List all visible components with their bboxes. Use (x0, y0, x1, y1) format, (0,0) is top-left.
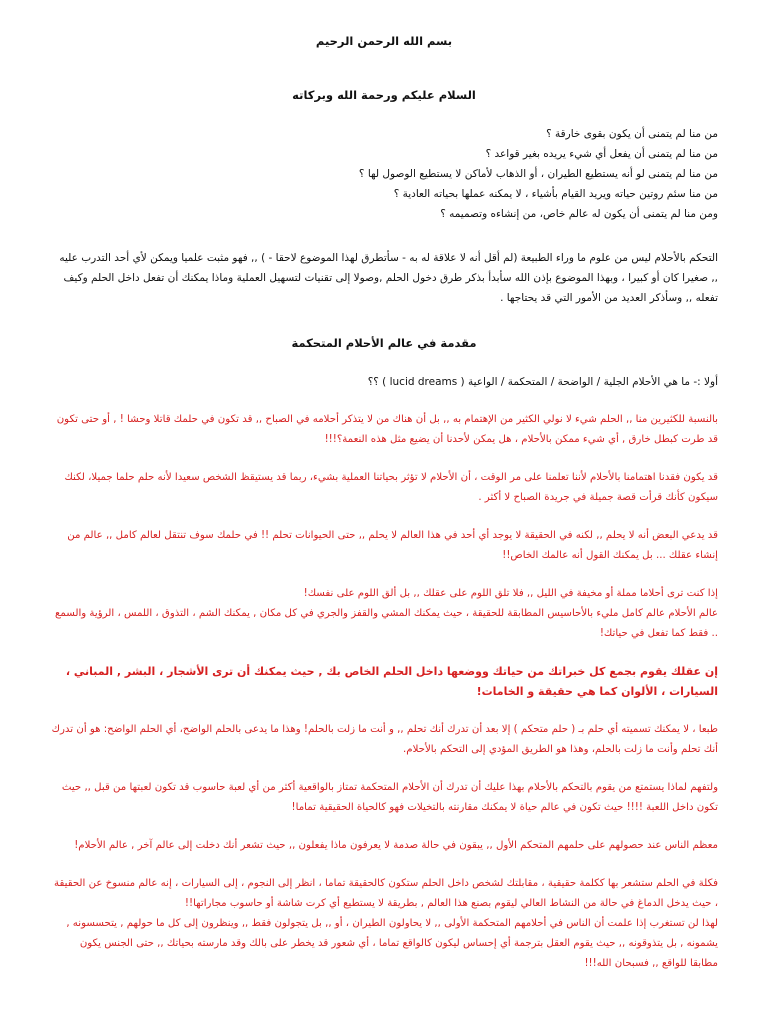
intro-paragraph: التحكم بالأحلام ليس من علوم ما وراء الطبيعة (لم أقل أنه لا علاقة له به - سأتطرق لهذا الموضوع لاحقا - ) ,, فهو مثبت علميا ويمكن لأي أحد التدرب عليه ,, صغيرا كان أو كبيرا ، وبهذا الموضوع بإذن الله سأبدأ بذكر طرق دخول الحلم ,وصولا إلى تقنيات لتسهيل العملية وماذا يمكنك أن تفعل داخل الحلم وكيف تفعله ,, وسأذكر العديد من الأمور التي قد يحتاجها . (59, 252, 718, 304)
red-paragraph-5: طبعا ، لا يمكنك تسميته أي حلم بـ ( حلم متحكم ) إلا بعد أن تدرك أنك تحلم ,, و أنت ما زلت بالحلم! وهذا ما يدعى بالحلم الواضح، أي الحلم الواضح: هو أن تدرك أنك تحلم وأنت ما زلت بالحلم، وهذا هو الطريق المؤدي إلى التحكم بالأحلام. (51, 724, 718, 755)
red-paragraph-7: معظم الناس عند حصولهم على حلمهم المتحكم الأول ,, يبقون في حالة صدمة لا يعرفون ماذا يفعلون ,, حيث تشعر أنك دخلت إلى عالم آخر , عالم الأحلام! (74, 840, 718, 851)
greeting-heading: السلام عليكم ورحمة الله وبركاته (292, 88, 476, 102)
red-bold-paragraph: إن عقلك يقوم بجمع كل خبراتك من حياتك ووضعها داخل الحلم الخاص بك , حيث يمكنك أن ترى الأشجار ، البشر , المباني ، السيارات ، الألوان كما هي حقيقة و الخامات! (65, 665, 718, 698)
basmala-title: بسم الله الرحمن الرحيم (315, 34, 453, 48)
question-list (50, 124, 718, 224)
question-line: من منا لم يتمنى لو أنه يستطيع الطيران ، أو الذهاب لأماكن لا يستطيع الوصول لها ؟ (358, 168, 718, 180)
red-paragraph-1: بالنسبة للكثيرين منا ,, الحلم شيء لا نولي الكثير من الإهتمام به ,, بل أن هناك من لا يتذكر أحلامه في الصباح ,, قد تكون في حلمك قاتلا وحشا ! , أو حتى تكون قد طرت كبطل خارق , أي شيء ممكن بالأحلام ، هل يمكن لأحدنا أن يضيع مثل هذه النعمة؟!!! (56, 414, 718, 445)
red-paragraph-6: ولتفهم لماذا يستمتع من يقوم بالتحكم بالأحلام بهذا عليك أن تدرك أن الأحلام المتحكمة تمتاز بالواقعية أكثر من أي لعبة حاسوب قد تكون لعبتها من قبل ,, حيث تكون داخل اللعبة !!!! حيث تكون في عالم حياة لا يمكنك مقارنته بالتخيلات فهو كالحياة الحقيقية تماما! (61, 782, 718, 813)
section-title: مقدمة في عالم الأحلام المتحكمة (291, 336, 477, 350)
question-line: ومن منا لم يتمنى أن يكون له عالم خاص، من إنشاءه وتصميمه ؟ (440, 208, 718, 220)
question-line: من منا لم يتمنى أن يفعل أي شيء يريده بغير قواعد ؟ (485, 148, 718, 160)
question-line: من منا لم يتمنى أن يكون بقوى خارقة ؟ (546, 128, 718, 140)
first-question: أولا :- ما هي الأحلام الجلية / الواضحة / المتحكمة / الواعية ( lucid dreams ) ؟؟ (367, 376, 718, 388)
red-paragraph-8: فكلة في الحلم ستشعر بها ككلمة حقيقية ، مقابلتك لشخص داخل الحلم ستكون كالحقيقة تماما ، انظر إلى النجوم ، إلى السيارات ، إنه عالم منسوخ عن الحقيقة ، حيث يدخل الدماغ في حالة من النشاط العالي ليقوم بصنع هذا العالم , بطريقة لا يستطيع أي كرت شاشة أو حاسوب مجاراتها!! لهذا لن تستغرب إذا علمت أن الناس في أحلامهم المتحكمة الأولى ,, لا يحاولون الطيران ، أو ,, بل يتجولون فقط ,, وينظرون إلى كل ما حولهم , يتحسسونه , يشمونه , بل يتذوقونه ,, حيث يقوم العقل بترجمة أي إحساس ليكون كالواقع تماما ، أي شعور قد يخطر على بالك وقد مارسته بحياتك ,, حتى الجنس يكون مطابقا للواقع ,, فسبحان الله!!! (54, 878, 718, 969)
question-line: من منا سئم روتين حياته ويريد القيام بأشياء ، لا يمكنه عملها بحياته العادية ؟ (393, 188, 718, 200)
red-paragraph-2: قد يكون فقدنا اهتمامنا بالأحلام لأننا تعلمنا على مر الوقت ، أن الأحلام لا تؤثر بحياتنا العملية بشيء، ربما قد يستيقظ الشخص سعيدا لأنه حلم حلما جميلا، لكنك سيكون كأنك قرأت قصة جميلة في جريدة الصباح لا أكثر . (64, 472, 718, 503)
red-paragraph-4: إذا كنت ترى أحلاما مملة أو مخيفة في الليل ,, فلا تلق اللوم على عقلك ,, بل ألق اللوم على نفسك! عالم الأحلام عالم كامل مليء بالأحاسيس المطابقة للحقيقة ، حيث يمكنك المشي والقفز والجري في كل مكان , يمكنك الشم ، التذوق ، اللمس ، الرؤية والسمع .. فقط كما تفعل في حياتك! (54, 588, 718, 639)
red-paragraph-3: قد يدعي البعض أنه لا يحلم ,, لكنه في الحقيقة لا يوجد أي أحد في هذا العالم لا يحلم ,, حتى الحيوانات تحلم !! في حلمك سوف تنتقل لعالم كامل ,, عالم من إنشاء عقلك ... بل يمكنك القول أنه عالمك الخاص!! (67, 530, 718, 561)
